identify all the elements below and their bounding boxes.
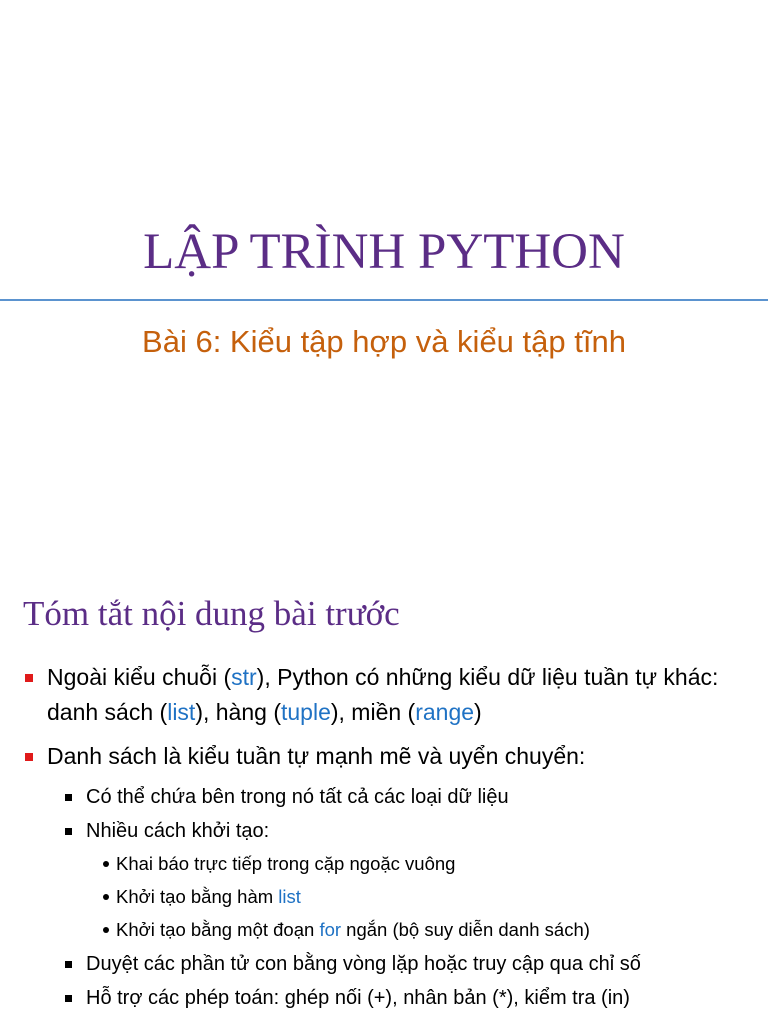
- keyword-str: str: [231, 664, 257, 690]
- bullet-text: ), miền (: [330, 699, 416, 725]
- list-item: [0, 739, 768, 774]
- sub-bullet-marker: [65, 995, 72, 1002]
- list-item: [0, 783, 768, 811]
- sub-bullet-marker: [65, 828, 72, 835]
- nested-bullet-text: Khởi tạo bằng hàm: [116, 886, 279, 907]
- sub-bullet-text: Có thể chứa bên trong nó tất cả các loại dữ liệu: [86, 786, 509, 808]
- list-item: [0, 660, 768, 730]
- sub-bullet-text: Nhiều cách khởi tạo:: [86, 820, 270, 842]
- slide-subtitle: Bài 6: Kiểu tập hợp và kiểu tập tĩnh: [142, 324, 626, 359]
- dot-marker: [103, 927, 109, 933]
- title-divider: [0, 299, 768, 301]
- dot-marker: [103, 894, 109, 900]
- keyword-list: list: [167, 699, 196, 725]
- list-item: [0, 851, 768, 877]
- dot-marker: [103, 861, 109, 867]
- bullet-text: Danh sách là kiểu tuần tự mạnh mẽ và uyển chuyển:: [47, 743, 586, 769]
- bullet-text: ): [474, 699, 482, 725]
- keyword-list: list: [278, 886, 301, 907]
- summary-bullet-list: [0, 660, 768, 1018]
- keyword-for: for: [319, 919, 342, 940]
- nested-bullet-text: Khai báo trực tiếp trong cặp ngoặc vuông: [116, 853, 456, 874]
- keyword-range: range: [415, 699, 475, 725]
- nested-bullet-text: Khởi tạo bằng một đoạn: [116, 919, 320, 940]
- bullet-text: ), hàng (: [195, 699, 281, 725]
- list-item: [0, 984, 768, 1012]
- list-item: [0, 817, 768, 845]
- nested-bullet-text: ngắn (bộ suy diễn danh sách): [341, 919, 590, 940]
- sub-bullet-marker: [65, 794, 72, 801]
- sub-bullet-text: Hỗ trợ các phép toán: ghép nối (+), nhân bản (*), kiểm tra (in): [86, 987, 630, 1009]
- list-item: [0, 884, 768, 910]
- bullet-marker: [25, 753, 33, 761]
- list-item: [0, 917, 768, 943]
- sub-bullet-text: Duyệt các phần tử con bằng vòng lặp hoặc truy cập qua chỉ số: [86, 953, 641, 975]
- bullet-text: ), Python có những kiểu dữ liệu tuần tự khác: danh sách (: [47, 664, 719, 725]
- summary-heading: Tóm tắt nội dung bài trước: [23, 594, 400, 633]
- bullet-marker: [25, 674, 33, 682]
- keyword-tuple: tuple: [280, 699, 331, 725]
- sub-bullet-marker: [65, 961, 72, 968]
- list-item: [0, 950, 768, 978]
- bullet-text: Ngoài kiểu chuỗi (: [47, 664, 232, 690]
- slide-title: LẬP TRÌNH PYTHON: [143, 224, 625, 280]
